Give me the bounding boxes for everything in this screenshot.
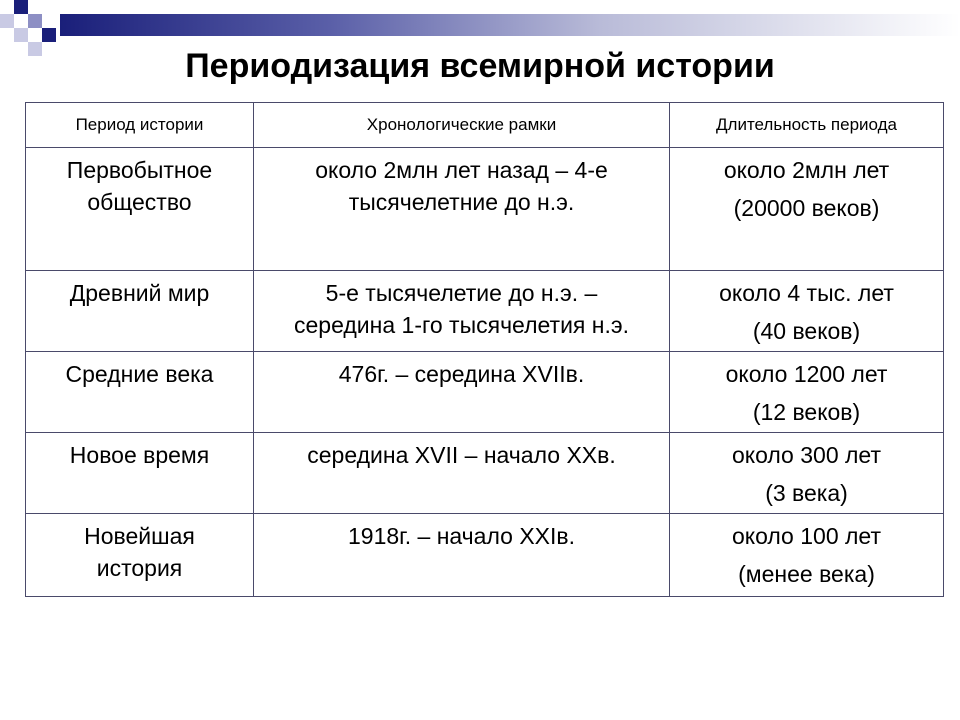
header-gradient-bar — [60, 14, 960, 36]
periodization-table — [25, 102, 944, 597]
cell-line: тысячелетние до н.э. — [348, 189, 575, 215]
cell-line: около 100 лет — [731, 523, 881, 549]
table-row — [26, 148, 944, 271]
table-header-row — [26, 103, 944, 148]
decorative-square — [42, 28, 56, 42]
cell-line: около 4 тыс. лет — [719, 280, 894, 306]
range-cell — [254, 148, 670, 271]
period-cell — [26, 514, 254, 597]
cell-line: история — [96, 555, 183, 581]
table-row — [26, 433, 944, 514]
cell-line: Средние века — [65, 361, 214, 387]
cell-line: Древний мир — [69, 280, 210, 306]
cell-line: общество — [87, 189, 192, 215]
decorative-square — [28, 14, 42, 28]
cell-line: середина XVII – начало XXв. — [307, 442, 616, 468]
period-cell — [26, 271, 254, 352]
cell-line: около 2млн лет — [723, 157, 890, 183]
cell-line: (12 веков) — [752, 399, 861, 425]
cell-line: Первобытное — [66, 157, 213, 183]
range-cell — [254, 514, 670, 597]
column-header-range: Хронологические рамки — [254, 103, 670, 148]
cell-line: около 2млн лет назад – 4-е — [315, 157, 608, 183]
cell-line: 476г. – середина XVIIв. — [338, 361, 585, 387]
cell-line: (20000 веков) — [733, 195, 880, 221]
column-header-duration: Длительность периода — [670, 103, 944, 148]
duration-cell — [670, 514, 944, 597]
cell-line: Новое время — [69, 442, 210, 468]
column-header-period: Период истории — [26, 103, 254, 148]
duration-cell — [670, 271, 944, 352]
decorative-square — [14, 0, 28, 14]
table-row — [26, 352, 944, 433]
decorative-square — [0, 14, 14, 28]
table-row — [26, 514, 944, 597]
period-cell — [26, 352, 254, 433]
duration-cell — [670, 433, 944, 514]
cell-line: середина 1-го тысячелетия н.э. — [294, 312, 629, 338]
page-title: Периодизация всемирной истории — [185, 47, 775, 85]
decorative-square — [14, 28, 28, 42]
cell-line: 5-е тысячелетие до н.э. – — [325, 280, 598, 306]
cell-line: около 300 лет — [731, 442, 881, 468]
cell-line: (менее века) — [738, 561, 875, 587]
duration-cell — [670, 148, 944, 271]
cell-line: (3 века) — [765, 480, 848, 506]
range-cell — [254, 433, 670, 514]
cell-line: около 1200 лет — [725, 361, 888, 387]
cell-line: (40 веков) — [752, 318, 861, 344]
cell-line: Новейшая — [84, 523, 195, 549]
range-cell — [254, 271, 670, 352]
cell-line: 1918г. – начало XXIв. — [347, 523, 575, 549]
range-cell — [254, 352, 670, 433]
period-cell — [26, 433, 254, 514]
period-cell — [26, 148, 254, 271]
table-row — [26, 271, 944, 352]
duration-cell — [670, 352, 944, 433]
